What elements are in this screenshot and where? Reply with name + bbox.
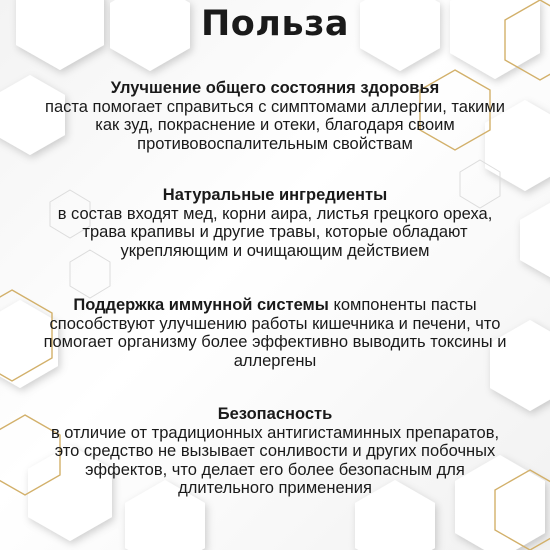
- page-title: Польза: [200, 4, 350, 44]
- benefit-safety: [40, 405, 510, 498]
- benefit-heading: Безопасность: [217, 405, 333, 423]
- benefit-text: в отличие от традиционных антигистаминных препаратов, это средство не вызывает сонливости и других побочных эффектов, что делает его более безопасным для длительного применения: [50, 423, 500, 497]
- benefit-text: в состав входят мед, корни аира, листья грецкого ореха, трава крапивы и другие травы, которые обладают укрепляющим и очищающим действием: [57, 204, 493, 260]
- benefit-ingredients: [40, 186, 510, 260]
- benefit-heading: Поддержка иммунной системы: [73, 296, 329, 314]
- benefit-text: компоненты пасты способствуют улучшению работы кишечника и печени, что помогает организму более эффективно выводить токсины и аллергены: [43, 296, 507, 370]
- benefit-health: [40, 79, 510, 153]
- benefit-heading: Натуральные ингредиенты: [162, 186, 388, 204]
- benefit-immune: [30, 296, 520, 370]
- benefit-text: паста помогает справиться с симптомами аллергии, такими как зуд, покраснение и отеки, благодаря своим противовоспалительным свойствам: [45, 97, 505, 153]
- benefit-heading: Улучшение общего состояния здоровья: [110, 79, 440, 97]
